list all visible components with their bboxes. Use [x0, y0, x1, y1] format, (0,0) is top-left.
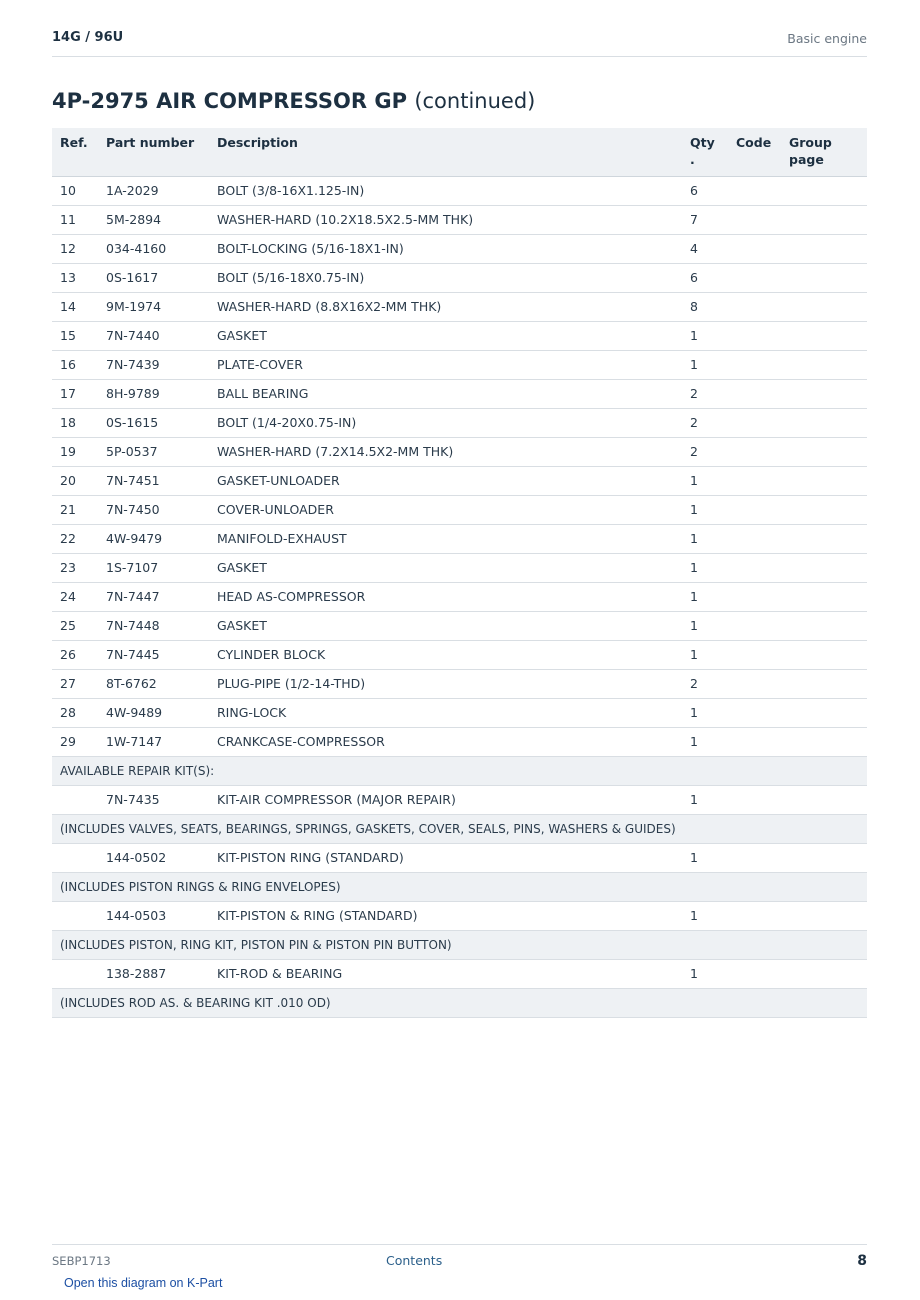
code-cell	[728, 350, 781, 379]
part-number-cell: 7N-7439	[98, 350, 209, 379]
ref-cell: 18	[52, 408, 98, 437]
description-cell: WASHER-HARD (10.2X18.5X2.5-MM THK)	[209, 205, 682, 234]
part-number-cell: 4W-9479	[98, 524, 209, 553]
code-cell	[728, 959, 781, 988]
part-number-cell: 144-0503	[98, 901, 209, 930]
column-header-qty	[682, 128, 728, 176]
part-number-cell: 034-4160	[98, 234, 209, 263]
group-page-cell	[781, 959, 867, 988]
kit-note-row	[52, 872, 867, 901]
qty-cell: 1	[682, 785, 728, 814]
ref-cell: 19	[52, 437, 98, 466]
group-page-cell	[781, 785, 867, 814]
ref-cell	[52, 785, 98, 814]
ref-cell: 22	[52, 524, 98, 553]
code-cell	[728, 379, 781, 408]
qty-cell: 1	[682, 959, 728, 988]
kit-note-text: (INCLUDES PISTON RINGS & RING ENVELOPES)	[52, 872, 867, 901]
ref-cell	[52, 901, 98, 930]
group-page-cell	[781, 553, 867, 582]
qty-cell: 4	[682, 234, 728, 263]
kit-note-row	[52, 814, 867, 843]
part-number-cell: 9M-1974	[98, 292, 209, 321]
group-page-cell	[781, 669, 867, 698]
code-cell	[728, 466, 781, 495]
kit-note-text: (INCLUDES ROD AS. & BEARING KIT .010 OD)	[52, 988, 867, 1017]
page-header	[52, 28, 867, 57]
ref-cell: 16	[52, 350, 98, 379]
kit-note-row	[52, 930, 867, 959]
title-main: 4P-2975 AIR COMPRESSOR GP	[52, 89, 407, 113]
description-cell: GASKET	[209, 321, 682, 350]
table-row	[52, 350, 867, 379]
part-number-cell: 144-0502	[98, 843, 209, 872]
table-row	[52, 611, 867, 640]
qty-cell: 2	[682, 379, 728, 408]
group-page-cell	[781, 234, 867, 263]
description-cell: CYLINDER BLOCK	[209, 640, 682, 669]
table-row	[52, 669, 867, 698]
column-header-description: Description	[209, 128, 682, 176]
table-row	[52, 785, 867, 814]
group-page-cell	[781, 321, 867, 350]
kit-note-text: AVAILABLE REPAIR KIT(S):	[52, 756, 867, 785]
qty-cell: 1	[682, 698, 728, 727]
part-number-cell: 1A-2029	[98, 176, 209, 205]
description-cell: PLUG-PIPE (1/2-14-THD)	[209, 669, 682, 698]
description-cell: COVER-UNLOADER	[209, 495, 682, 524]
group-page-cell	[781, 292, 867, 321]
qty-cell: 2	[682, 437, 728, 466]
qty-cell: 1	[682, 582, 728, 611]
qty-cell: 1	[682, 640, 728, 669]
description-cell: KIT-ROD & BEARING	[209, 959, 682, 988]
description-cell: CRANKCASE-COMPRESSOR	[209, 727, 682, 756]
table-row	[52, 582, 867, 611]
kit-note-row	[52, 756, 867, 785]
part-number-cell: 7N-7445	[98, 640, 209, 669]
qty-cell: 1	[682, 727, 728, 756]
description-cell: BOLT-LOCKING (5/16-18X1-IN)	[209, 234, 682, 263]
part-number-cell: 1S-7107	[98, 553, 209, 582]
group-page-cell	[781, 466, 867, 495]
group-page-cell	[781, 437, 867, 466]
description-cell: GASKET	[209, 553, 682, 582]
group-page-cell	[781, 698, 867, 727]
description-cell: BALL BEARING	[209, 379, 682, 408]
qty-cell: 1	[682, 901, 728, 930]
qty-dot: .	[690, 152, 695, 167]
part-number-cell: 138-2887	[98, 959, 209, 988]
table-row	[52, 176, 867, 205]
column-header-code: Code	[728, 128, 781, 176]
page-footer	[52, 1244, 867, 1275]
table-row	[52, 205, 867, 234]
ref-cell: 17	[52, 379, 98, 408]
qty-cell: 7	[682, 205, 728, 234]
ref-cell: 25	[52, 611, 98, 640]
table-row	[52, 437, 867, 466]
qty-cell: 8	[682, 292, 728, 321]
table-row	[52, 292, 867, 321]
code-cell	[728, 843, 781, 872]
description-cell: RING-LOCK	[209, 698, 682, 727]
kit-note-text: (INCLUDES PISTON, RING KIT, PISTON PIN & PISTON PIN BUTTON)	[52, 930, 867, 959]
description-cell: WASHER-HARD (8.8X16X2-MM THK)	[209, 292, 682, 321]
code-cell	[728, 698, 781, 727]
ref-cell: 13	[52, 263, 98, 292]
table-header-row	[52, 128, 867, 176]
code-cell	[728, 640, 781, 669]
part-number-cell: 0S-1617	[98, 263, 209, 292]
part-number-cell: 7N-7448	[98, 611, 209, 640]
qty-cell: 2	[682, 669, 728, 698]
table-row	[52, 263, 867, 292]
title-suffix: (continued)	[414, 89, 536, 113]
part-number-cell: 7N-7450	[98, 495, 209, 524]
table-row	[52, 698, 867, 727]
description-cell: BOLT (5/16-18X0.75-IN)	[209, 263, 682, 292]
group-page-cell	[781, 727, 867, 756]
ref-cell: 10	[52, 176, 98, 205]
table-row	[52, 727, 867, 756]
kpart-diagram-link[interactable]: Open this diagram on K-Part	[64, 1276, 223, 1290]
qty-cell: 1	[682, 553, 728, 582]
table-row	[52, 379, 867, 408]
description-cell: HEAD AS-COMPRESSOR	[209, 582, 682, 611]
group-page-cell	[781, 350, 867, 379]
part-number-cell: 7N-7440	[98, 321, 209, 350]
code-cell	[728, 553, 781, 582]
table-row	[52, 843, 867, 872]
parts-table-body	[52, 176, 867, 1017]
description-cell: GASKET	[209, 611, 682, 640]
table-row	[52, 959, 867, 988]
table-row	[52, 234, 867, 263]
qty-cell: 1	[682, 611, 728, 640]
ref-cell: 11	[52, 205, 98, 234]
qty-cell: 1	[682, 495, 728, 524]
part-number-cell: 8H-9789	[98, 379, 209, 408]
page-title	[52, 89, 535, 113]
code-cell	[728, 234, 781, 263]
group-page-cell	[781, 524, 867, 553]
description-cell: BOLT (1/4-20X0.75-IN)	[209, 408, 682, 437]
ref-cell: 21	[52, 495, 98, 524]
ref-cell: 29	[52, 727, 98, 756]
group-page-cell	[781, 640, 867, 669]
code-cell	[728, 263, 781, 292]
group-page-cell	[781, 408, 867, 437]
qty-cell: 1	[682, 466, 728, 495]
description-cell: MANIFOLD-EXHAUST	[209, 524, 682, 553]
code-cell	[728, 785, 781, 814]
kit-note-text: (INCLUDES VALVES, SEATS, BEARINGS, SPRINGS, GASKETS, COVER, SEALS, PINS, WASHERS & GUIDES)	[52, 814, 867, 843]
part-number-cell: 7N-7451	[98, 466, 209, 495]
description-cell: PLATE-COVER	[209, 350, 682, 379]
group-page-cell	[781, 611, 867, 640]
code-cell	[728, 524, 781, 553]
part-number-cell: 4W-9489	[98, 698, 209, 727]
table-row	[52, 321, 867, 350]
group-page-cell	[781, 176, 867, 205]
column-header-group-page: Group page	[781, 128, 867, 176]
qty-cell: 2	[682, 408, 728, 437]
qty-cell: 1	[682, 843, 728, 872]
group-page-cell	[781, 495, 867, 524]
qty-cell: 6	[682, 263, 728, 292]
description-cell: GASKET-UNLOADER	[209, 466, 682, 495]
qty-cell: 1	[682, 524, 728, 553]
document-id: SEBP1713	[52, 1254, 111, 1268]
ref-cell: 26	[52, 640, 98, 669]
code-cell	[728, 727, 781, 756]
part-number-cell: 8T-6762	[98, 669, 209, 698]
group-page-cell	[781, 263, 867, 292]
kit-note-row	[52, 988, 867, 1017]
model-label: 14G / 96U	[52, 30, 124, 45]
group-page-cell	[781, 379, 867, 408]
qty-label: Qty	[690, 135, 715, 150]
code-cell	[728, 176, 781, 205]
code-cell	[728, 292, 781, 321]
table-row	[52, 640, 867, 669]
table-row	[52, 466, 867, 495]
group-page-cell	[781, 901, 867, 930]
part-number-cell: 7N-7435	[98, 785, 209, 814]
code-cell	[728, 611, 781, 640]
code-cell	[728, 669, 781, 698]
group-page-cell	[781, 582, 867, 611]
ref-cell: 28	[52, 698, 98, 727]
code-cell	[728, 582, 781, 611]
ref-cell: 20	[52, 466, 98, 495]
part-number-cell: 5M-2894	[98, 205, 209, 234]
table-row	[52, 553, 867, 582]
description-cell: KIT-PISTON & RING (STANDARD)	[209, 901, 682, 930]
contents-link[interactable]: Contents	[386, 1253, 443, 1268]
ref-cell: 12	[52, 234, 98, 263]
ref-cell: 15	[52, 321, 98, 350]
ref-cell: 14	[52, 292, 98, 321]
qty-cell: 1	[682, 321, 728, 350]
parts-table	[52, 128, 867, 1018]
ref-cell: 24	[52, 582, 98, 611]
table-row	[52, 524, 867, 553]
code-cell	[728, 901, 781, 930]
description-cell: WASHER-HARD (7.2X14.5X2-MM THK)	[209, 437, 682, 466]
code-cell	[728, 408, 781, 437]
code-cell	[728, 321, 781, 350]
ref-cell	[52, 959, 98, 988]
description-cell: KIT-AIR COMPRESSOR (MAJOR REPAIR)	[209, 785, 682, 814]
part-number-cell: 5P-0537	[98, 437, 209, 466]
table-row	[52, 408, 867, 437]
description-cell: BOLT (3/8-16X1.125-IN)	[209, 176, 682, 205]
ref-cell	[52, 843, 98, 872]
group-page-cell	[781, 843, 867, 872]
description-cell: KIT-PISTON RING (STANDARD)	[209, 843, 682, 872]
group-page-cell	[781, 205, 867, 234]
column-header-part-number: Part number	[98, 128, 209, 176]
table-row	[52, 901, 867, 930]
code-cell	[728, 437, 781, 466]
page-number: 8	[857, 1253, 867, 1269]
table-row	[52, 495, 867, 524]
code-cell	[728, 495, 781, 524]
qty-cell: 1	[682, 350, 728, 379]
code-cell	[728, 205, 781, 234]
qty-cell: 6	[682, 176, 728, 205]
ref-cell: 23	[52, 553, 98, 582]
part-number-cell: 0S-1615	[98, 408, 209, 437]
column-header-ref: Ref.	[52, 128, 98, 176]
part-number-cell: 7N-7447	[98, 582, 209, 611]
ref-cell: 27	[52, 669, 98, 698]
part-number-cell: 1W-7147	[98, 727, 209, 756]
section-label: Basic engine	[787, 31, 867, 46]
